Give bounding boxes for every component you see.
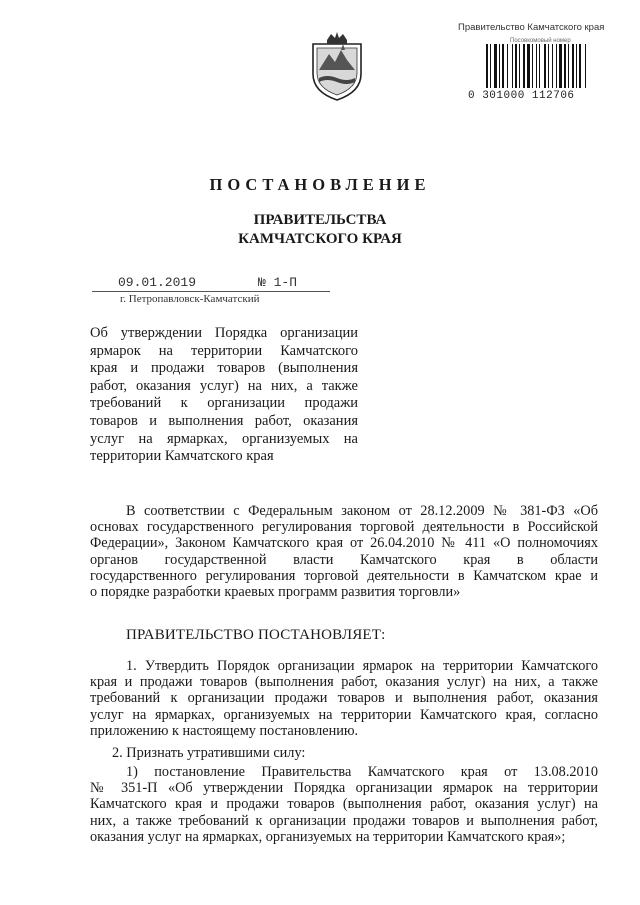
paragraph-line: государственного регулирования торговой деятельности в Камчатском крае и bbox=[90, 567, 598, 584]
preamble-paragraph bbox=[90, 503, 598, 600]
title-line: услуг на ярмарках, организуемых на bbox=[90, 430, 358, 447]
authority-line-2: КАМЧАТСКОГО КРАЯ bbox=[238, 231, 402, 247]
paragraph-line: Федерации», Законом Камчатского края от 26.04.2010 № 411 «О полномочиях bbox=[90, 535, 598, 552]
resolution-heading: ПРАВИТЕЛЬСТВО ПОСТАНОВЛЯЕТ: bbox=[126, 627, 386, 643]
paragraph-line: Камчатского края и продажи товаров (выполнения работ, оказания услуг) на bbox=[90, 796, 598, 813]
title-line: территории Камчатского края bbox=[90, 448, 274, 465]
paragraph-line: 1. Утвердить Порядок организации ярмарок на территории Камчатского bbox=[126, 658, 598, 674]
paragraph-line: приложению к настоящему постановлению. bbox=[90, 722, 359, 739]
paragraph-line: услуг на ярмарках, организуемых на территории Камчатского края, согласно bbox=[90, 706, 598, 723]
title-line: ярмарок на территории Камчатского bbox=[90, 342, 358, 359]
document-number: № 1-П bbox=[258, 275, 298, 290]
paragraph-line: них, а также требований к организации продажи товаров и выполнения работ, bbox=[90, 812, 598, 829]
paragraph-line: оказания услуг на ярмарках, организуемых на территории Камчатского края»; bbox=[90, 828, 566, 845]
authority-line-1: ПРАВИТЕЛЬСТВА bbox=[253, 212, 387, 228]
paragraph-line: 1) постановление Правительства Камчатского края от 13.08.2010 bbox=[126, 764, 598, 780]
paragraph-line: основах государственного регулирования торговой деятельности в Российской bbox=[90, 519, 598, 536]
title-line: края и продажи товаров (выполнения bbox=[90, 360, 358, 377]
title-line: работ, оказания услуг) на них, а также bbox=[90, 377, 358, 394]
stamp-subtitle: Посовкомовый номер bbox=[510, 38, 571, 44]
item-2-heading: 2. Признать утратившими силу: bbox=[112, 745, 306, 761]
document-title bbox=[90, 325, 358, 466]
document-type: ПОСТАНОВЛЕНИЕ bbox=[209, 175, 431, 194]
paragraph-line: о порядке разработки краевых программ развития торговли» bbox=[90, 584, 461, 601]
item-1-paragraph bbox=[90, 658, 598, 739]
barcode bbox=[486, 44, 618, 88]
paragraph-line: края и продажи товаров (выполнения работ, оказания услуг) на них, а также bbox=[90, 674, 598, 691]
title-line: Об утверждении Порядка организации bbox=[90, 325, 358, 341]
paragraph-line: № 351-П «Об утверждении Порядка организации ярмарок на территории bbox=[90, 780, 598, 797]
date-number-underline bbox=[92, 291, 330, 292]
paragraph-line: органов государственной власти Камчатского края в области bbox=[90, 551, 598, 568]
stamp-organization: Правительство Камчатского края bbox=[458, 22, 605, 33]
item-2-1-paragraph bbox=[90, 764, 598, 845]
title-line: товаров и выполнения работ, оказания bbox=[90, 412, 358, 429]
title-line: требований к организации продажи bbox=[90, 395, 358, 412]
document-date: 09.01.2019 bbox=[118, 275, 197, 290]
document-city: г. Петропавловск-Камчатский bbox=[120, 293, 260, 305]
barcode-number: 0 301000 112706 bbox=[468, 90, 575, 102]
paragraph-line: требований к организации продажи товаров и выполнения работ, оказания bbox=[90, 690, 598, 707]
coat-of-arms-icon bbox=[307, 30, 367, 102]
paragraph-line: В соответствии с Федеральным законом от 28.12.2009 № 381-ФЗ «Об bbox=[126, 503, 598, 519]
